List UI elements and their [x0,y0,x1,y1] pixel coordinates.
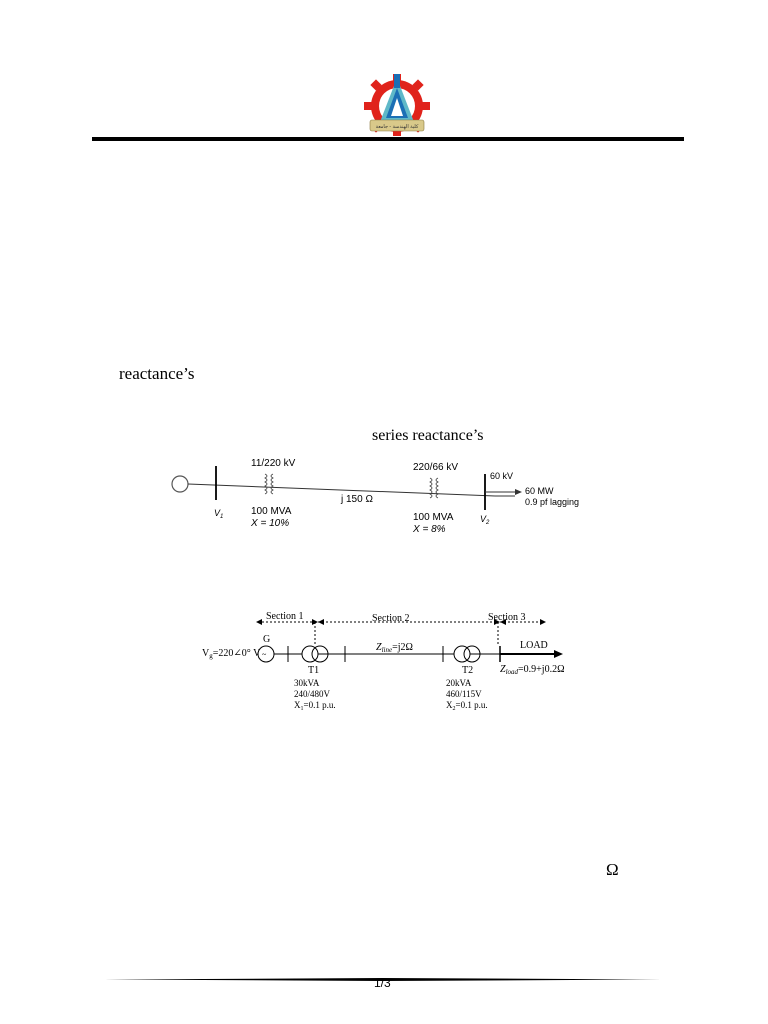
t1-x: X = 10% [251,518,290,529]
load-pf: 0.9 pf lagging [525,497,580,507]
line-impedance: j 150 Ω [341,494,373,505]
one-line-diagram-2 [200,604,600,716]
load-arrow-icon [515,489,522,495]
gen-voltage: $V_g=220\angle 0^\circ$ V [202,648,261,660]
gen-label: G [263,634,271,645]
one-line-diagram-1 [165,452,595,542]
t1-kva: 30kVA [294,678,320,688]
t1-rating: 11/220 kV [251,458,296,469]
svg-text:~: ~ [262,650,267,659]
t1-label: T1 [308,665,320,676]
t2-volt: 460/115V [446,689,482,699]
transformer-2-icon [430,478,438,498]
section-2: Section 2 [372,613,410,624]
zload: $Z_{load}=0.9+j0.2\Omega$ [500,664,565,676]
section-3: Section 3 [488,612,526,623]
page-number: 1/3 [374,976,391,990]
t1-mva: 100 MVA [251,506,292,517]
text-series-reactance: series reactance’s [372,427,484,444]
bus-voltage: 60 kV [490,471,514,481]
t2-rating: 220/66 kV [413,462,459,473]
text-reactance: reactance’s [119,364,195,383]
gear-logo-icon [352,70,442,136]
t2-x: X = 8% [413,524,446,535]
load-mw: 60 MW [525,486,554,496]
t1-x: $X_1=0.1$ p.u. [294,700,336,712]
t2-kva: 20kVA [446,678,472,688]
footer-rule [104,968,662,971]
zline: $Z_{line}=j2\Omega$ [376,642,413,654]
faculty-logo [352,70,442,136]
load-label: LOAD [520,640,548,651]
load-arrow-icon [554,650,563,658]
t2-label: T2 [462,665,474,676]
section-1: Section 1 [266,611,304,622]
logo-caption: كلية الهندسة - جامعة [375,124,419,130]
t2-mva: 100 MVA [413,512,454,523]
generator-icon [172,476,188,492]
header-rule [92,137,684,141]
transformer-1-icon [265,474,273,494]
t1-volt: 240/480V [294,689,330,699]
t2-x: $X_2=0.1$ p.u. [446,700,488,712]
v1-label: $V_1$ [214,508,224,520]
v2-label: $V_2$ [480,514,490,526]
omega-symbol: Ω [606,860,619,879]
